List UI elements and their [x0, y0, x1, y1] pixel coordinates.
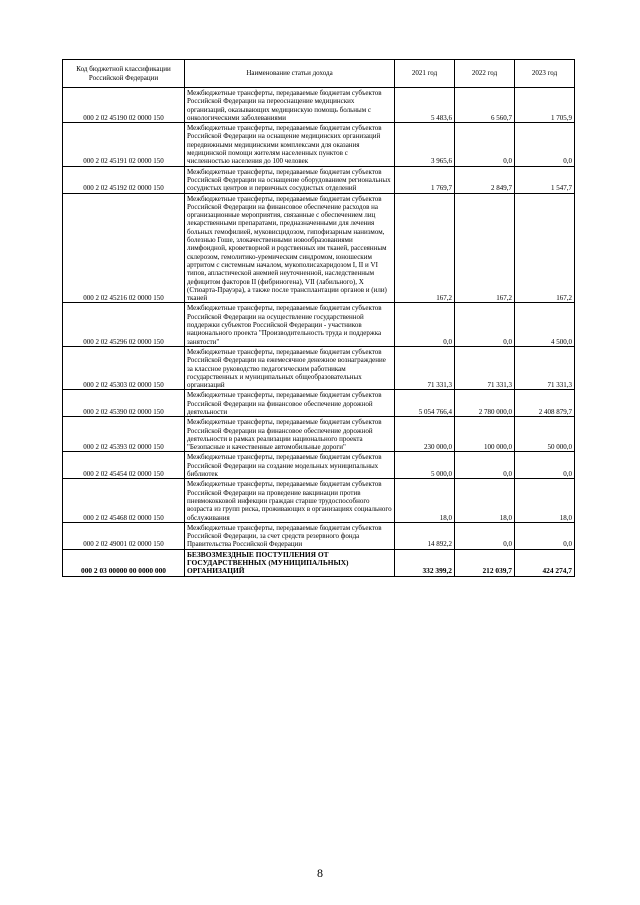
code-cell: 000 2 02 45390 02 0000 150	[63, 390, 185, 417]
table-row	[63, 452, 575, 479]
value-2021-cell: 5 054 766,4	[395, 390, 455, 417]
code-cell: 000 2 02 45192 02 0000 150	[63, 166, 185, 193]
value-2022-cell: 2 780 000,0	[455, 390, 515, 417]
value-2022-cell: 18,0	[455, 479, 515, 522]
value-2022-cell: 212 039,7	[455, 549, 515, 576]
value-2022-cell: 71 331,3	[455, 346, 515, 389]
value-2022-cell: 100 000,0	[455, 417, 515, 452]
value-2023-cell: 18,0	[515, 479, 575, 522]
value-2023-cell: 71 331,3	[515, 346, 575, 389]
value-2023-cell: 2 408 879,7	[515, 390, 575, 417]
name-cell: Межбюджетные трансферты, передаваемые бюджетам субъектов Российской Федерации на проведение вакцинации против пневмококковой инфекции граждан старше трудоспособного возраста из групп риска, проживающих в организациях социального обслуживания	[185, 479, 395, 522]
code-cell: 000 2 02 45216 02 0000 150	[63, 193, 185, 303]
name-cell: Межбюджетные трансферты, передаваемые бюджетам субъектов Российской Федерации на осуществление государственной поддержки субъектов Российской Федерации - участников национального проекта "Производительность труда и поддержка занятости"	[185, 303, 395, 346]
revenue-table	[62, 59, 575, 577]
value-2022-cell: 167,2	[455, 193, 515, 303]
table-row	[63, 123, 575, 166]
value-2021-cell: 5 000,0	[395, 452, 455, 479]
code-cell: 000 2 02 45303 02 0000 150	[63, 346, 185, 389]
name-cell: Межбюджетные трансферты, передаваемые бюджетам субъектов Российской Федерации на оснащение медицинских организаций передвижными медицинскими комплексами для оказания медицинской помощи жителям населенных пунктов с численностью населения до 100 человек	[185, 123, 395, 166]
value-2021-cell: 71 331,3	[395, 346, 455, 389]
table-row	[63, 390, 575, 417]
value-2021-cell: 18,0	[395, 479, 455, 522]
value-2021-cell: 5 483,6	[395, 88, 455, 123]
code-cell: 000 2 02 45454 02 0000 150	[63, 452, 185, 479]
table-row	[63, 479, 575, 522]
table-header-row	[63, 60, 575, 88]
page-number: 8	[317, 866, 323, 880]
value-2023-cell: 1 705,9	[515, 88, 575, 123]
code-cell: 000 2 02 45393 02 0000 150	[63, 417, 185, 452]
name-cell: Межбюджетные трансферты, передаваемые бюджетам субъектов Российской Федерации, за счет средств резервного фонда Правительства Российской Федерации	[185, 522, 395, 549]
table-row	[63, 193, 575, 303]
code-cell: 000 2 02 45296 02 0000 150	[63, 303, 185, 346]
value-2021-cell: 14 892,2	[395, 522, 455, 549]
table-row	[63, 417, 575, 452]
value-2022-cell: 2 849,7	[455, 166, 515, 193]
header-2022: 2022 год	[455, 60, 515, 88]
name-cell: Межбюджетные трансферты, передаваемые бюджетам субъектов Российской Федерации на создание модельных муниципальных библиотек	[185, 452, 395, 479]
value-2022-cell: 6 560,7	[455, 88, 515, 123]
table-row	[63, 346, 575, 389]
value-2021-cell: 1 769,7	[395, 166, 455, 193]
value-2021-cell: 167,2	[395, 193, 455, 303]
header-code: Код бюджетной классификации Российской Федерации	[63, 60, 185, 88]
name-cell: Межбюджетные трансферты, передаваемые бюджетам субъектов Российской Федерации на финансовое обеспечение дорожной деятельности	[185, 390, 395, 417]
name-cell: Межбюджетные трансферты, передаваемые бюджетам субъектов Российской Федерации на финансовое обеспечение расходов на организационные мероприятия, связанные с обеспечением лиц лекарственными препаратами, предназначенными для лечения больных гемофилией, муковисцидозом, гипофизарным нанизмом, болезнью Гоше, злокачественными новообразованиями лимфоидной, кроветворной и родственных им тканей, рассеянным склерозом, гемолитико-уремическим синдромом, юношеским артритом с системным началом, мукополисахаридозом I, II и VI типов, апластической анемией неуточненной, наследственным дефицитом факторов II (фибриногена), VII (лабильного), X (Стюарта-Прауэра), а также после трансплантации органов и (или) тканей	[185, 193, 395, 303]
value-2023-cell: 50 000,0	[515, 417, 575, 452]
table-row	[63, 166, 575, 193]
value-2023-cell: 424 274,7	[515, 549, 575, 576]
value-2021-cell: 332 399,2	[395, 549, 455, 576]
name-cell: Межбюджетные трансферты, передаваемые бюджетам субъектов Российской Федерации на ежемесячное денежное вознаграждение за классное руководство педагогическим работникам государственных и муниципальных общеобразовательных организаций	[185, 346, 395, 389]
header-name: Наименование статьи дохода	[185, 60, 395, 88]
name-cell: Межбюджетные трансферты, передаваемые бюджетам субъектов Российской Федерации на оснащение оборудованием региональных сосудистых центров и первичных сосудистых отделений	[185, 166, 395, 193]
value-2022-cell: 0,0	[455, 123, 515, 166]
header-2021: 2021 год	[395, 60, 455, 88]
table-row	[63, 549, 575, 576]
value-2023-cell: 167,2	[515, 193, 575, 303]
table-row	[63, 88, 575, 123]
value-2022-cell: 0,0	[455, 522, 515, 549]
value-2023-cell: 0,0	[515, 452, 575, 479]
name-cell: БЕЗВОЗМЕЗДНЫЕ ПОСТУПЛЕНИЯ ОТ ГОСУДАРСТВЕННЫХ (МУНИЦИПАЛЬНЫХ) ОРГАНИЗАЦИЙ	[185, 549, 395, 576]
code-cell: 000 2 02 49001 02 0000 150	[63, 522, 185, 549]
value-2021-cell: 0,0	[395, 303, 455, 346]
value-2022-cell: 0,0	[455, 303, 515, 346]
code-cell: 000 2 03 00000 00 0000 000	[63, 549, 185, 576]
code-cell: 000 2 02 45468 02 0000 150	[63, 479, 185, 522]
name-cell: Межбюджетные трансферты, передаваемые бюджетам субъектов Российской Федерации на финансовое обеспечение дорожной деятельности в рамках реализации национального проекта "Безопасные и качественные автомобильные дороги"	[185, 417, 395, 452]
value-2021-cell: 230 000,0	[395, 417, 455, 452]
value-2023-cell: 0,0	[515, 123, 575, 166]
name-cell: Межбюджетные трансферты, передаваемые бюджетам субъектов Российской Федерации на переоснащение медицинских организаций, оказывающих медицинскую помощь больным с онкологическими заболеваниями	[185, 88, 395, 123]
code-cell: 000 2 02 45191 02 0000 150	[63, 123, 185, 166]
value-2021-cell: 3 965,6	[395, 123, 455, 166]
code-cell: 000 2 02 45190 02 0000 150	[63, 88, 185, 123]
table-row	[63, 522, 575, 549]
value-2022-cell: 0,0	[455, 452, 515, 479]
table-row	[63, 303, 575, 346]
value-2023-cell: 0,0	[515, 522, 575, 549]
value-2023-cell: 4 500,0	[515, 303, 575, 346]
header-2023: 2023 год	[515, 60, 575, 88]
value-2023-cell: 1 547,7	[515, 166, 575, 193]
